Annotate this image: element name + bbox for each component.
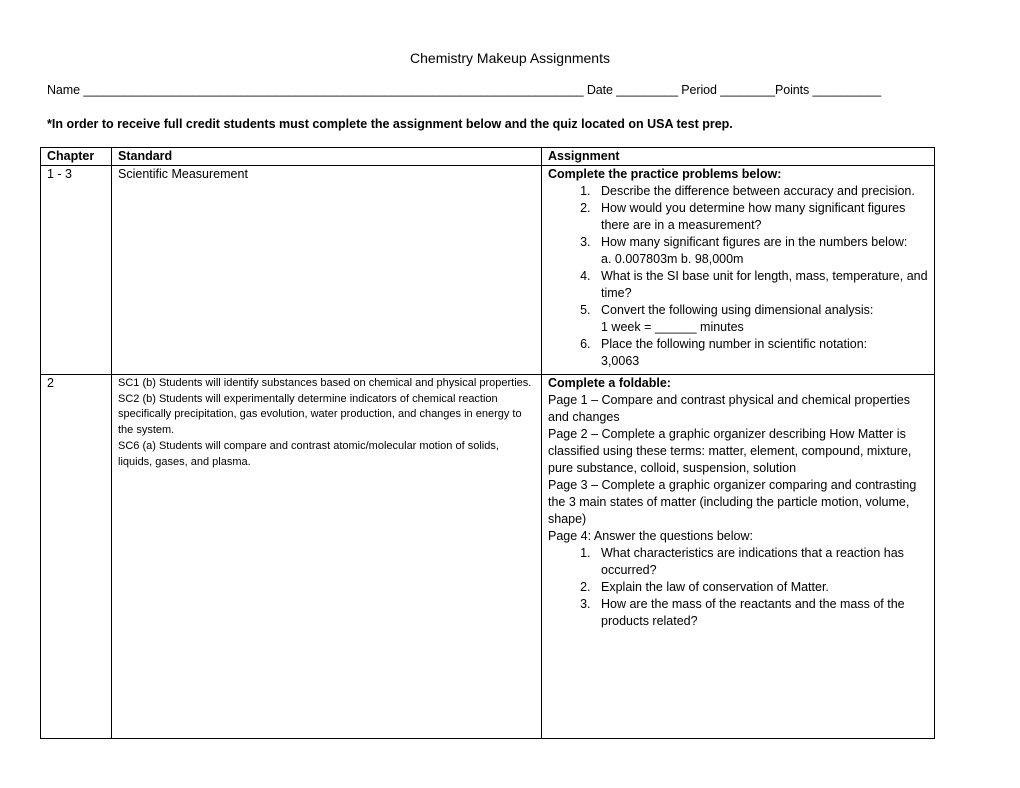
page-instruction: Page 1 – Compare and contrast physical and chemical properties and changes <box>548 393 911 424</box>
name-date-period-points-line[interactable]: Name _________________________________________________________________________ Date _________ Period ________Points __________ <box>47 83 882 97</box>
assignment-heading: Complete the practice problems below: <box>548 167 782 181</box>
item-text: Convert the following using dimensional analysis: <box>601 303 874 317</box>
assignment-cell <box>542 166 935 375</box>
item-text: How many significant figures are in the numbers below: <box>601 235 908 249</box>
list-item: 1. What characteristics are indications that a reaction has occurred? <box>594 545 928 579</box>
header-assignment: Assignment <box>542 148 935 166</box>
assignment-cell <box>542 375 935 739</box>
list-item: 3. How are the mass of the reactants and the mass of the products related? <box>594 596 928 630</box>
table-row <box>41 375 935 739</box>
page-instruction: Page 3 – Complete a graphic organizer comparing and contrasting the 3 main states of matter (including the particle motion, volume, shape) <box>548 478 917 526</box>
credit-note: *In order to receive full credit students must complete the assignment below and the quiz located on USA test prep. <box>47 117 733 131</box>
standard-text: SC2 (b) Students will experimentally determine indicators of chemical reaction specifically precipitation, gas evolution, water production, and changes in energy to the system. <box>118 392 522 437</box>
standard-cell: Scientific Measurement <box>112 166 542 375</box>
table-header-row <box>41 148 935 166</box>
standard-cell <box>112 375 542 739</box>
standard-text: SC6 (a) Students will compare and contrast atomic/molecular motion of solids, liquids, gases, and plasma. <box>118 439 499 468</box>
assignment-heading: Complete a foldable: <box>548 376 671 390</box>
header-chapter: Chapter <box>41 148 112 166</box>
list-item <box>594 336 928 370</box>
chapter-cell: 1 - 3 <box>41 166 112 375</box>
item-text: Place the following number in scientific notation: <box>601 337 868 351</box>
table-row <box>41 166 935 375</box>
list-item: 2. Explain the law of conservation of Matter. <box>594 579 928 596</box>
page-instruction: Page 2 – Complete a graphic organizer describing How Matter is classified using these terms: matter, element, compound, mixture, pure substance, colloid, suspension, solution <box>548 427 912 475</box>
item-subtext: 3,0063 <box>601 354 640 368</box>
header-standard: Standard <box>112 148 542 166</box>
list-item: 2. How would you determine how many significant figures there are in a measurement? <box>594 200 928 234</box>
page-title: Chemistry Makeup Assignments <box>410 50 610 66</box>
list-item <box>594 234 928 268</box>
practice-problems-list <box>548 183 928 370</box>
list-item <box>594 302 928 336</box>
questions-list <box>548 545 928 630</box>
assignment-table <box>40 147 935 739</box>
chapter-cell: 2 <box>41 375 112 739</box>
item-subtext: 1 week = ______ minutes <box>601 320 744 334</box>
standard-text: SC1 (b) Students will identify substances based on chemical and physical properties. <box>118 377 532 389</box>
list-item: 1. Describe the difference between accuracy and precision. <box>594 183 928 200</box>
item-subtext: a. 0.007803m b. 98,000m <box>601 252 744 266</box>
list-item: 4. What is the SI base unit for length, mass, temperature, and time? <box>594 268 928 302</box>
page-instruction: Page 4: Answer the questions below: <box>548 529 753 543</box>
